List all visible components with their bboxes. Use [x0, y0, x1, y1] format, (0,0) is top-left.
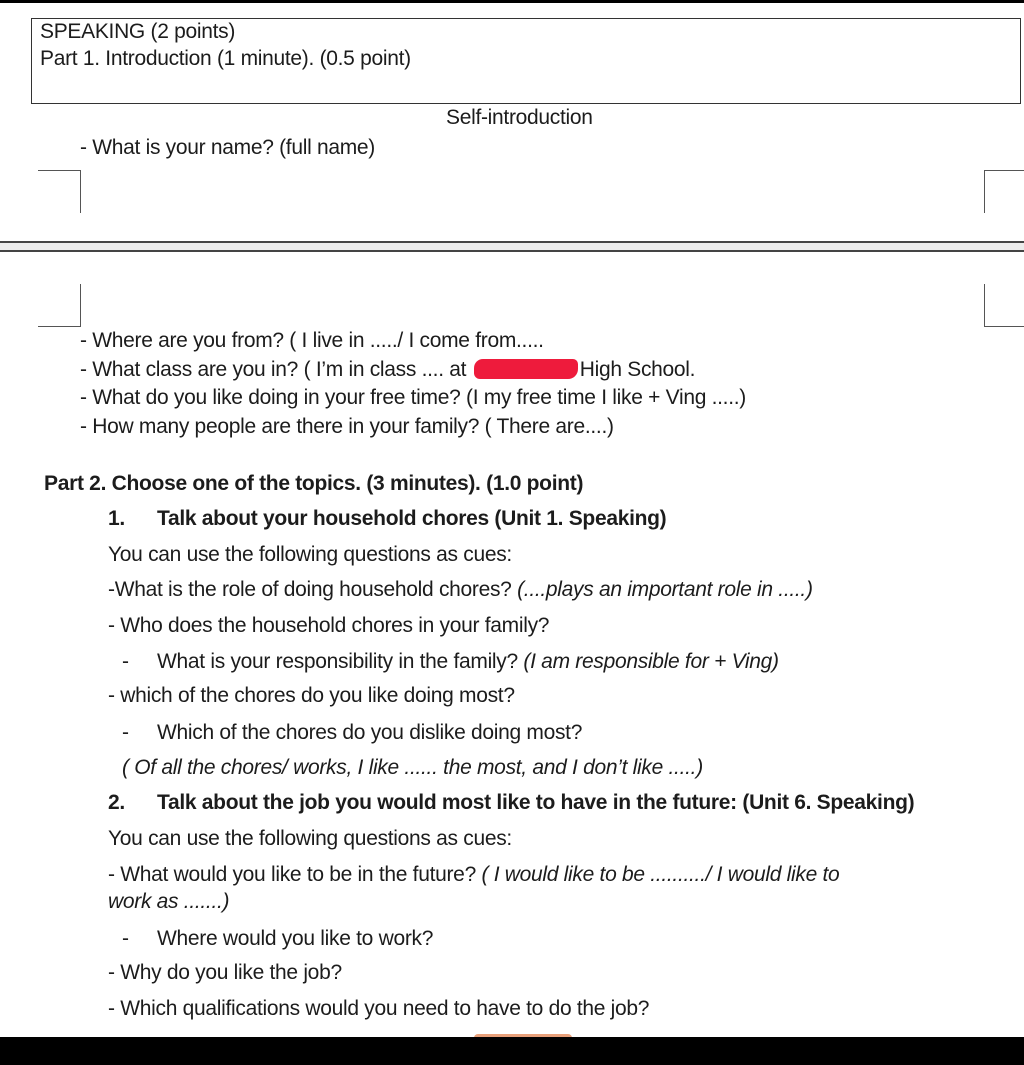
question-free-time: - What do you like doing in your free time? (I my free time I like + Ving .....): [80, 386, 746, 409]
topic1-answer-hint: ( Of all the chores/ works, I like ...... the most, and I don’t like .....): [122, 756, 703, 779]
question-class: [80, 358, 695, 382]
part1-heading: Part 1. Introduction (1 minute). (0.5 point): [40, 47, 411, 70]
page-corner-mark: [984, 284, 1024, 327]
topic2-question-future: [108, 863, 839, 887]
question-text: -What is the role of doing household chores?: [108, 578, 518, 601]
topic2-cues-intro: You can use the following questions as cues:: [108, 827, 512, 850]
question-origin: - Where are you from? ( I live in ...../ I come from.....: [80, 329, 544, 352]
bullet-dash: -: [122, 927, 129, 950]
question-family: - How many people are there in your family? ( There are....): [80, 415, 614, 438]
topic1-question-responsibility: [157, 650, 779, 674]
question-class-school: High School.: [579, 358, 696, 381]
bullet-dash: -: [122, 650, 129, 673]
topic1-number: 1.: [108, 507, 125, 530]
topic2-answer-hint-cont: work as .......): [108, 890, 230, 913]
bullet-dash: -: [122, 721, 129, 744]
page-corner-mark: [984, 170, 1024, 213]
page-corner-mark: [38, 170, 81, 213]
page-break-gap: [0, 243, 1024, 250]
bottom-screen-edge: [0, 1037, 1024, 1065]
topic1-question-who: - Who does the household chores in your family?: [108, 614, 550, 637]
question-name: - What is your name? (full name): [80, 136, 376, 159]
answer-hint: ( I would like to be ........../ I would like to: [481, 863, 840, 886]
answer-hint: (I am responsible for + Ving): [523, 650, 779, 673]
section-title: Self-introduction: [446, 106, 593, 129]
topic2-number: 2.: [108, 791, 125, 814]
redaction-mark: [474, 359, 578, 379]
question-text: What is your responsibility in the family?: [157, 650, 524, 673]
exam-title: SPEAKING (2 points): [40, 20, 236, 43]
top-screen-edge: [0, 0, 1024, 3]
topic2-question-why: - Why do you like the job?: [108, 961, 342, 984]
question-text: - What would you like to be in the future?: [108, 863, 482, 886]
topic2-title: Talk about the job you would most like to have in the future: (Unit 6. Speaking): [157, 791, 915, 814]
topic1-cues-intro: You can use the following questions as cues:: [108, 543, 512, 566]
part2-heading: Part 2. Choose one of the topics. (3 minutes). (1.0 point): [44, 472, 584, 495]
topic1-question-dislike: Which of the chores do you dislike doing most?: [157, 721, 583, 744]
topic1-title: Talk about your household chores (Unit 1. Speaking): [157, 507, 667, 530]
topic2-question-qualifications: - Which qualifications would you need to have to do the job?: [108, 997, 650, 1020]
answer-hint: (....plays an important role in .....): [517, 578, 813, 601]
topic1-question-role: [108, 578, 813, 602]
page-break-line: [0, 250, 1024, 252]
topic1-question-like: - which of the chores do you like doing most?: [108, 684, 515, 707]
question-class-text: - What class are you in? ( I’m in class .... at: [80, 358, 472, 381]
page-corner-mark: [38, 284, 81, 327]
topic2-question-where: Where would you like to work?: [157, 927, 434, 950]
